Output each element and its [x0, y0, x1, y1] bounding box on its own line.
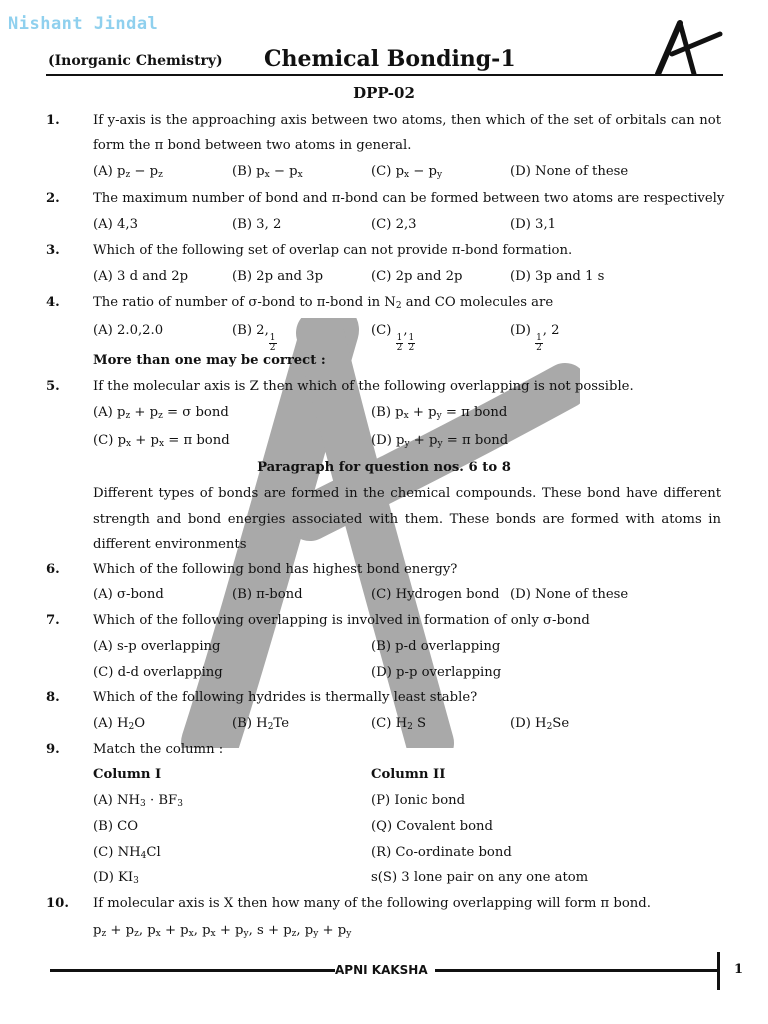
option-b: (B) π-bond [232, 587, 303, 602]
question-text: form the π bond between two atoms in general. [93, 138, 412, 153]
header-rule [46, 74, 723, 76]
paragraph-text: Different types of bonds are formed in the chemical compounds. These bond have different [93, 486, 721, 501]
match-left-item: (D) $KI_3$ [93, 870, 139, 886]
option-d: (D) 3p and 1 s [510, 269, 605, 284]
option-c: (C) Hydrogen bond [371, 587, 500, 602]
match-right-item: s(S) 3 lone pair on any one atom [371, 870, 589, 885]
option-d: (D) 3,1 [510, 217, 557, 232]
option-d: (D) None of these [510, 164, 629, 179]
question-number: 4. [46, 295, 60, 310]
paragraph-title: Paragraph for question nos. 6 to 8 [257, 460, 511, 475]
option-a: (A) $p_z + p_z = \sigma$ bond [93, 405, 229, 421]
question-number: 7. [46, 613, 60, 628]
option-d: (D) $\frac{1}{2}$ , 2 [510, 323, 560, 353]
option-b: (B) 3, 2 [232, 217, 282, 232]
instruction-note: More than one may be correct : [93, 353, 326, 368]
question-text: The maximum number of bond and π-bond can be formed between two atoms are respectively [93, 191, 725, 206]
question-text: The ratio of number of σ-bond to π-bond in $N_2$ and CO molecules are [93, 295, 554, 311]
option-c: (C) $H_2$ S [371, 716, 427, 732]
page-number: 1 [734, 962, 744, 977]
option-b: (B) 2p and 3p [232, 269, 324, 284]
question-text: If molecular axis is X then how many of the following overlapping will form π bond. [93, 896, 651, 911]
brand-logo [652, 20, 724, 76]
column-2-header: Column II [371, 767, 446, 782]
column-1-header: Column I [93, 767, 162, 782]
question-number: 10. [46, 896, 69, 911]
subject-label: (Inorganic Chemistry) [48, 53, 223, 69]
option-b: (B) $p_x - p_x$ [232, 164, 303, 180]
option-a: (A) σ-bond [93, 587, 164, 602]
page-title: Chemical Bonding-1 [264, 46, 516, 72]
dpp-label: DPP-02 [353, 84, 415, 102]
option-b: (B) $H_2Te$ [232, 716, 289, 732]
option-b: (B) 2, $\frac{1}{2}$ [232, 323, 276, 353]
match-left-item: (C) $NH_4Cl$ [93, 845, 161, 861]
option-a: (A) 3 d and 2p [93, 269, 189, 284]
question-number: 3. [46, 243, 60, 258]
option-c: (C) d-d overlapping [93, 665, 223, 680]
paragraph-text: strength and bond energies associated with them. These bonds are formed with atoms in [93, 512, 721, 527]
option-a: (A) s-p overlapping [93, 639, 221, 654]
question-number: 5. [46, 379, 60, 394]
question-text: Match the column : [93, 742, 224, 757]
question-text: If y-axis is the approaching axis between two atoms, then which of the set of orbitals can not [93, 113, 721, 128]
footer-rule-right [435, 969, 718, 972]
question-number: 2. [46, 191, 60, 206]
option-b: (B) p-d overlapping [371, 639, 501, 654]
option-d: (D) $H_2Se$ [510, 716, 570, 732]
option-a: (A) 4,3 [93, 217, 138, 232]
overlap-list: $p_z + p_z$, $p_x + p_x$, $p_x + p_y$, $s + p_z$, $p_y + p_y$ [93, 923, 352, 939]
option-b: (B) $p_x + p_y = \pi$ bond [371, 405, 508, 421]
footer-brand: APNI KAKSHA [335, 963, 428, 977]
option-c: (C) 2p and 2p [371, 269, 463, 284]
option-c: (C) $\frac{1}{2}$ , $\frac{1}{2}$ [371, 323, 415, 353]
question-text: Which of the following hydrides is thermally least stable? [93, 690, 478, 705]
option-a: (A) $H_2O$ [93, 716, 146, 732]
question-number: 6. [46, 562, 60, 577]
option-d: (D) p-p overlapping [371, 665, 502, 680]
option-a: (A) 2.0,2.0 [93, 323, 164, 338]
match-left-item: (A) $NH_3 \cdot BF_3$ [93, 793, 183, 809]
match-left-item: (B) CO [93, 819, 139, 834]
question-text: Which of the following set of overlap can not provide π-bond formation. [93, 243, 573, 258]
question-number: 8. [46, 690, 60, 705]
option-c: (C) 2,3 [371, 217, 417, 232]
footer-divider [717, 952, 720, 990]
paragraph-text: different environments [93, 537, 247, 552]
question-number: 9. [46, 742, 60, 757]
option-c: (C) $p_x - p_y$ [371, 164, 443, 180]
match-right-item: (P) Ionic bond [371, 793, 466, 808]
option-a: (A) $p_z - p_z$ [93, 164, 163, 180]
question-text: Which of the following overlapping is involved in formation of only σ-bond [93, 613, 590, 628]
question-text: Which of the following bond has highest bond energy? [93, 562, 458, 577]
question-number: 1. [46, 113, 60, 128]
author-name: Nishant Jindal [8, 14, 159, 34]
option-d: (D) $p_y + p_y = \pi$ bond [371, 433, 509, 449]
option-d: (D) None of these [510, 587, 629, 602]
match-right-item: (Q) Covalent bond [371, 819, 493, 834]
footer-rule-left [50, 969, 335, 972]
match-right-item: (R) Co-ordinate bond [371, 845, 512, 860]
option-c: (C) $p_x + p_x = \pi$ bond [93, 433, 230, 449]
question-text: If the molecular axis is Z then which of the following overlapping is not possible. [93, 379, 634, 394]
